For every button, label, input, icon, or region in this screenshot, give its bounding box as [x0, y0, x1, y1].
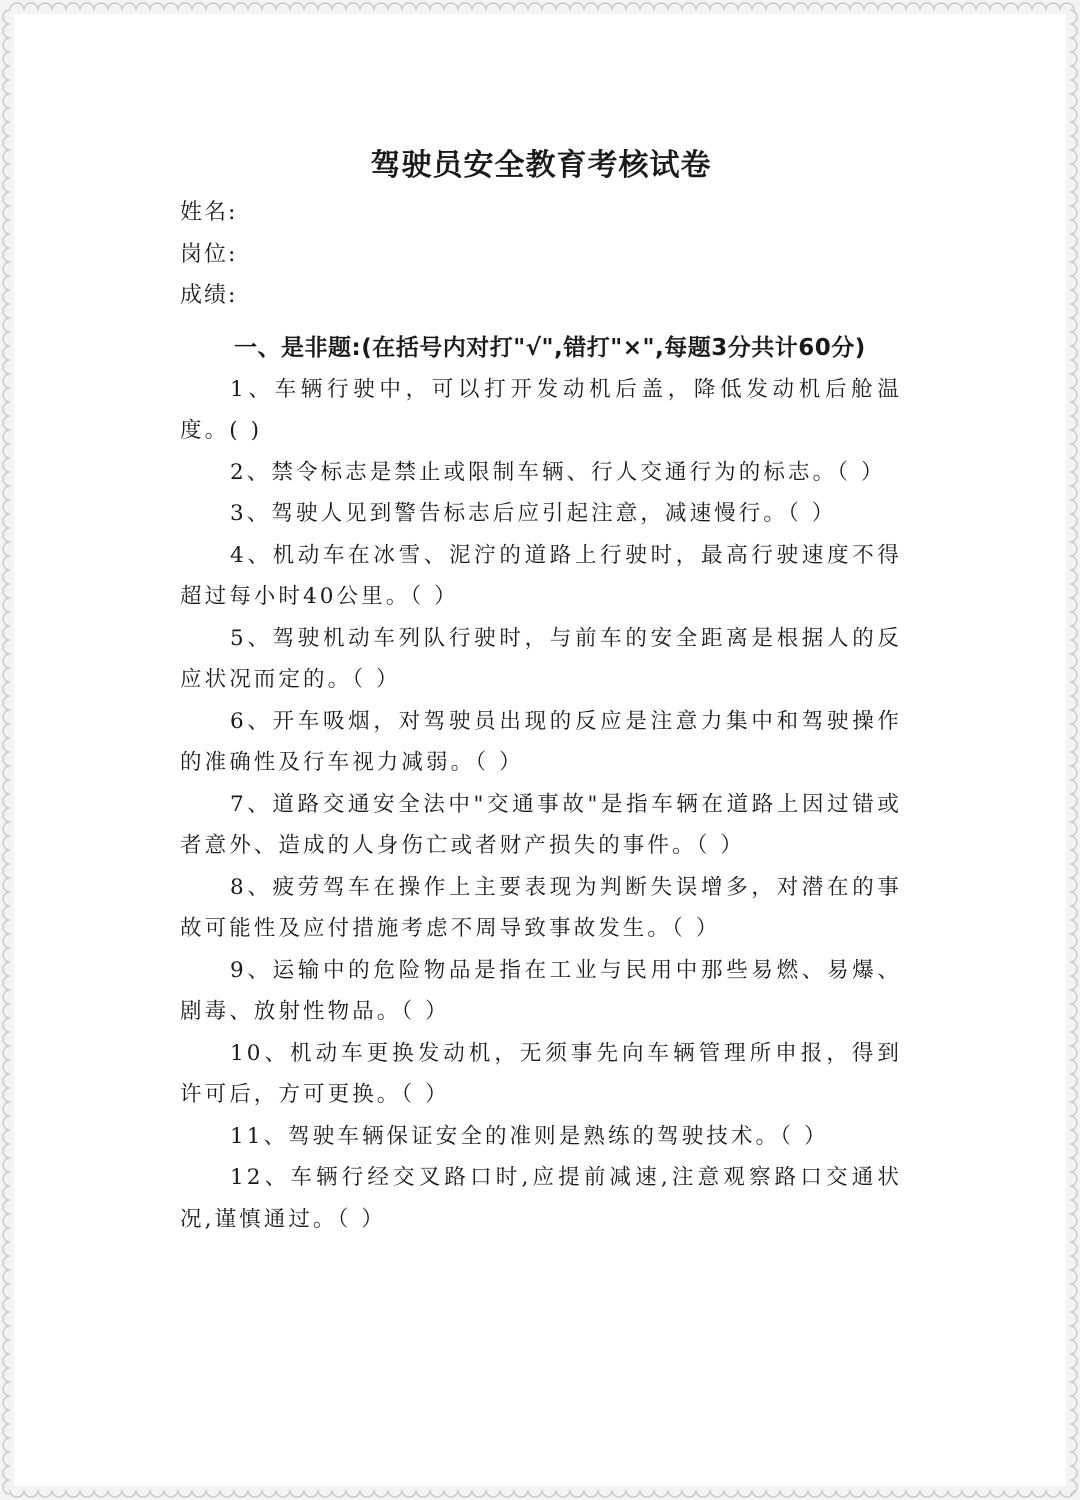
- question-item: 6、开车吸烟，对驾驶员出现的反应是注意力集中和驾驶操作的准确性及行车视力减弱。（ ）: [180, 708, 902, 775]
- question-item: 8、疲劳驾车在操作上主要表现为判断失误增多，对潜在的事故可能性及应付措施考虑不周导致事故发生。（ ）: [180, 874, 902, 941]
- question-item: 1、车辆行驶中，可以打开发动机后盖，降低发动机后舱温度。( ): [180, 376, 902, 443]
- question-item: 10、机动车更换发动机，无须事先向车辆管理所申报，得到许可后，方可更换。（ ）: [180, 1040, 902, 1107]
- page-title: 驾驶员安全教育考核试卷: [370, 148, 712, 183]
- question-item: 2、禁令标志是禁止或限制车辆、行人交通行为的标志。（ ）: [230, 459, 886, 485]
- question-item: 3、驾驶人见到警告标志后应引起注意，减速慢行。（ ）: [230, 501, 837, 526]
- score-field-label: 成绩:: [180, 283, 238, 308]
- question-item: 7、道路交通安全法中"交通事故"是指车辆在道路上因过错或者意外、造成的人身伤亡或者财产损失的事件。（ ）: [180, 791, 902, 858]
- question-item: 11、驾驶车辆保证安全的准则是熟练的驾驶技术。（ ）: [230, 1123, 829, 1149]
- position-field-label: 岗位:: [180, 241, 238, 267]
- name-field-label: 姓名:: [180, 200, 238, 225]
- question-item: 12、车辆行经交叉路口时,应提前减速,注意观察路口交通状况,谨慎通过。（ ）: [180, 1165, 902, 1232]
- question-item: 9、运输中的危险物品是指在工业与民用中那些易燃、易爆、剧毒、放射性物品。（ ）: [180, 957, 902, 1024]
- question-item: 5、驾驶机动车列队行驶时，与前车的安全距离是根据人的反应状况而定的。（ ）: [180, 625, 902, 692]
- exam-content: [180, 140, 902, 1240]
- section-heading-true-false: 一、是非题:(在括号内对打"√",错打"×",每题3分共计60分): [234, 334, 866, 361]
- question-item: 4、机动车在冰雪、泥泞的道路上行驶时，最高行驶速度不得超过每小时40公里。（ ）: [180, 542, 902, 609]
- question-list: [180, 369, 902, 1241]
